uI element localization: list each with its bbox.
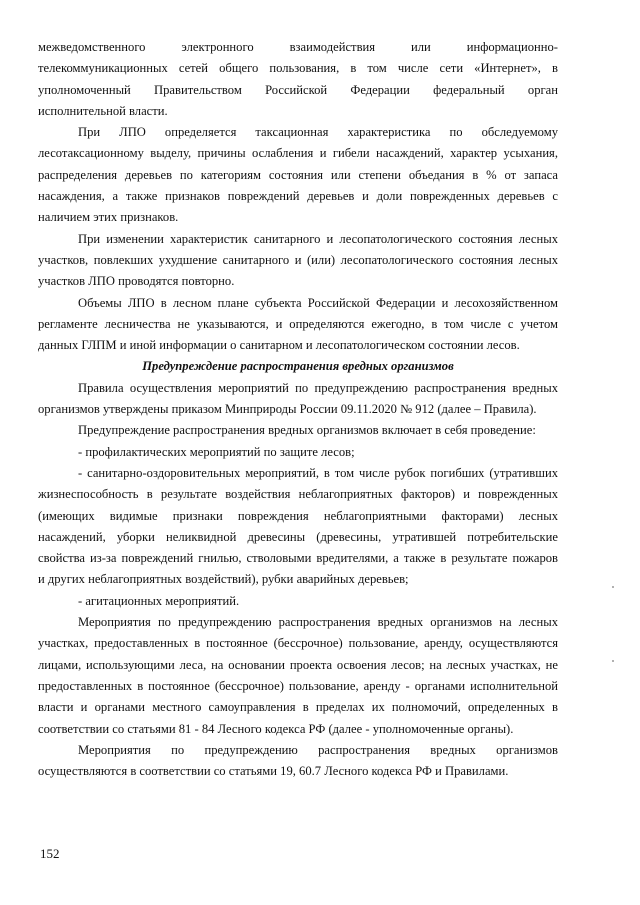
text-line: лицами, использующими леса, на основании проекта освоения лесов; на лесных участках, не [38, 657, 558, 672]
text-line: межведомственного электронного взаимодействия или информационно- [38, 40, 558, 54]
text-line: участков, повлекших ухудшение санитарного и (или) лесопатологического состояния лесных [38, 252, 558, 267]
list-item: - профилактических мероприятий по защите лесов; [78, 444, 355, 459]
text-line: данных ГЛПМ и иной информации о санитарном и лесопатологическом состоянии лесов. [38, 338, 520, 353]
text-line: свойства из-за повреждений гнилью, стволовыми вредителями, а также в результате пожаров [38, 551, 558, 566]
paragraph-first-line: Правила осуществления мероприятий по предупреждению распространения вредных [78, 380, 558, 395]
text-line: распределения деревьев по категориям состояния или степени объедания в % от запаса [38, 167, 558, 182]
text-line: (имеющих видимые признаки повреждения неблагоприятными факторами) лесных [38, 508, 558, 523]
paragraph-first-line: При ЛПО определяется таксационная характеристика по обследуемому [78, 125, 558, 140]
text-line: регламенте лесничества не указываются, и определяются ежегодно, в том числе с учетом [38, 316, 558, 331]
scan-speck [612, 586, 614, 588]
text-line: насаждения, а также признаков повреждений деревьев и доли поврежденных деревьев с [38, 189, 558, 204]
list-item: - агитационных мероприятий. [78, 593, 240, 608]
text-line: участков ЛПО проводятся повторно. [38, 274, 235, 289]
text-line: и других неблагоприятных воздействий), рубки аварийных деревьев; [38, 572, 409, 587]
paragraph-first-line: При изменении характеристик санитарного и лесопатологического состояния лесных [78, 231, 558, 246]
list-item: - санитарно-оздоровительных мероприятий, в том числе рубок погибших (утративших [78, 465, 558, 480]
text-line: уполномоченный Правительством Российской Федерации федеральный орган [38, 82, 558, 97]
text-line: соответствии со статьями 81 - 84 Лесного кодекса РФ (далее - уполномоченные органы). [38, 721, 514, 736]
paragraph-first-line: Мероприятия по предупреждению распространения вредных организмов [78, 742, 558, 757]
text-line: жизнеспособность в результате воздействия неблагоприятных факторов) и поврежденных [38, 487, 558, 502]
page-number: 152 [40, 846, 60, 861]
text-line: лесотаксационному выделу, причины ослабления и гибели насаждений, характер усыхания, [38, 146, 558, 161]
body-text [38, 37, 558, 782]
section-heading: Предупреждение распространения вредных организмов [142, 359, 454, 374]
paragraph-first-line: Мероприятия по предупреждению распространения вредных организмов на лесных [78, 615, 558, 630]
text-line: осуществляются в соответствии со статьями 19, 60.7 Лесного кодекса РФ и Правилами. [38, 764, 509, 779]
text-line: власти и органами местного самоуправления в пределах их полномочий, определенных в [38, 700, 558, 715]
text-line: предоставленных в постоянное (бессрочное) пользование, аренду - органами исполнительной [38, 678, 558, 693]
text-line: наличием этих признаков. [38, 210, 179, 225]
scan-speck [612, 660, 614, 662]
text-line: организмов утверждены приказом Минприроды России 09.11.2020 № 912 (далее – Правила). [38, 402, 537, 417]
text-line: исполнительной власти. [38, 103, 168, 118]
paragraph-first-line: Объемы ЛПО в лесном плане субъекта Российской Федерации и лесохозяйственном [78, 295, 558, 310]
text-line: участках, предоставленных в постоянное (бессрочное) пользование, аренду, осуществляются [38, 636, 558, 651]
text-line: телекоммуникационных сетей общего пользования, в том числе сети «Интернет», в [38, 61, 558, 76]
paragraph-first-line: Предупреждение распространения вредных организмов включает в себя проведение: [78, 423, 536, 438]
text-line: насаждений, уборки неликвидной древесины (древесины, утратившей потребительские [38, 529, 558, 544]
